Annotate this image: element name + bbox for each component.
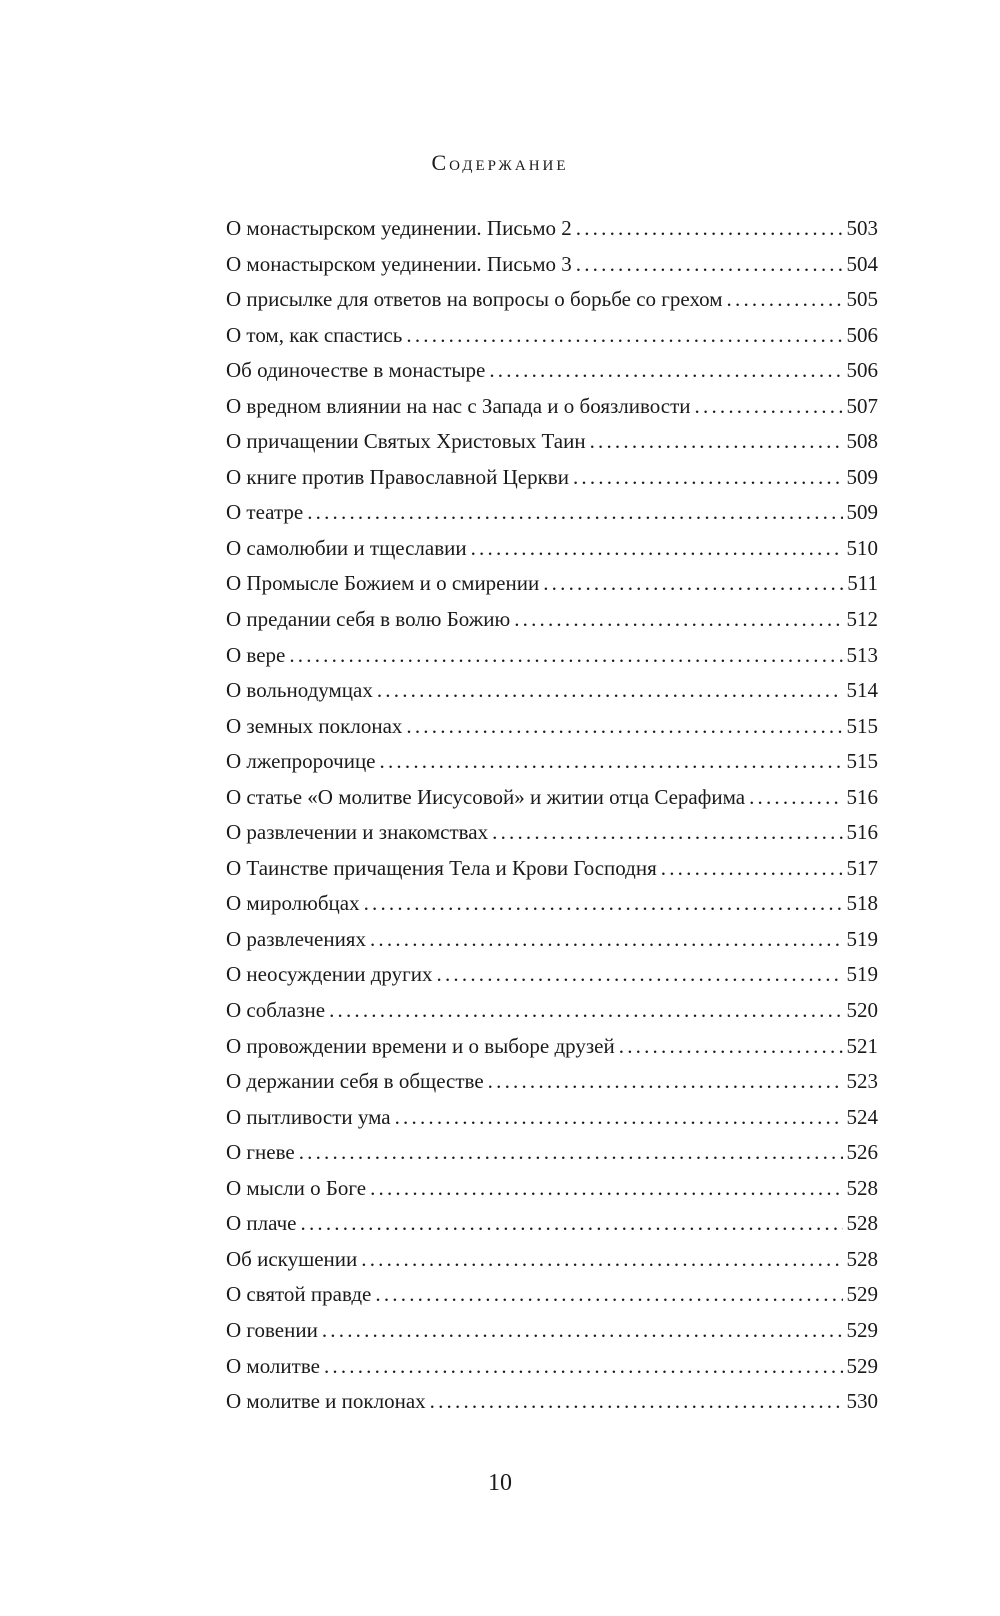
toc-entry-page: 509: [846, 500, 878, 525]
toc-entry-page: 523: [846, 1069, 878, 1094]
dot-leader: [377, 678, 843, 703]
toc-entry-title: О молитве и поклонах: [226, 1389, 426, 1414]
toc-entry: [226, 820, 878, 856]
toc-entry-page: 528: [846, 1246, 878, 1271]
toc-entry-title: О книге против Православной Церкви: [226, 464, 569, 489]
dot-leader: [576, 252, 843, 277]
dot-leader: [299, 1140, 843, 1165]
toc-entry-title: О держании себя в обществе: [226, 1069, 484, 1094]
toc-entry-title: О мысли о Боге: [226, 1175, 367, 1200]
toc-entry-page: 509: [846, 464, 878, 489]
toc-entry: [226, 1282, 878, 1318]
toc-entry: [226, 394, 878, 430]
toc-entry-page: 518: [846, 891, 878, 916]
dot-leader: [329, 998, 842, 1023]
toc-entry: [226, 1247, 878, 1283]
dot-leader: [471, 536, 843, 561]
toc-entry: [226, 1318, 878, 1354]
toc-entry-page: 530: [846, 1389, 878, 1414]
toc-entry-title: О развлечении и знакомствах: [226, 820, 489, 845]
toc-entry: [226, 998, 878, 1034]
toc-entry-page: 513: [846, 642, 878, 667]
toc-entry-page: 503: [846, 216, 878, 240]
dot-leader: [489, 358, 842, 383]
toc-entry-page: 505: [846, 287, 878, 312]
dot-leader: [430, 1389, 843, 1414]
toc-entry-page: 528: [846, 1175, 878, 1200]
toc-entry: [226, 962, 878, 998]
toc-entry: [226, 536, 878, 572]
toc-entry: [226, 358, 878, 394]
toc-entry-page: 524: [846, 1104, 878, 1129]
dot-leader: [727, 287, 843, 312]
toc-entry-page: 520: [846, 998, 878, 1023]
toc-entry-page: 507: [846, 393, 878, 418]
toc-entry-title: О развлечениях: [226, 926, 366, 951]
toc-entry: [226, 571, 878, 607]
dot-leader: [380, 749, 843, 774]
toc-entry-title: О монастырском уединении. Письмо 3: [226, 251, 572, 276]
dot-leader: [375, 1282, 842, 1307]
dot-leader: [695, 394, 843, 419]
toc-entry-title: О плаче: [226, 1211, 297, 1236]
toc-entry-title: О присылке для ответов на вопросы о борьбе со грехом: [226, 287, 723, 312]
dot-leader: [492, 820, 842, 845]
toc-entry-page: 529: [846, 1282, 878, 1307]
toc-entry-page: 526: [846, 1140, 878, 1165]
toc-entry-title: О земных поклонах: [226, 713, 403, 738]
toc-entry: [226, 714, 878, 750]
toc-entry-title: О том, как спастись: [226, 322, 403, 347]
toc-entry-page: 506: [846, 358, 878, 383]
toc-entry-title: О неосуждении других: [226, 962, 433, 987]
toc-entry-page: 516: [846, 784, 878, 809]
dot-leader: [619, 1034, 843, 1059]
dot-leader: [514, 607, 842, 632]
toc-entry-title: Об искушении: [226, 1246, 358, 1271]
dot-leader: [322, 1318, 843, 1343]
toc-entry-title: О провождении времени и о выборе друзей: [226, 1033, 615, 1058]
table-of-contents: [226, 216, 878, 1425]
dot-leader: [749, 785, 842, 810]
toc-entry-page: 519: [846, 926, 878, 951]
toc-entry-title: О соблазне: [226, 998, 326, 1023]
dot-leader: [307, 500, 842, 525]
toc-entry-page: 521: [846, 1033, 878, 1058]
toc-entry: [226, 1389, 878, 1425]
toc-entry-page: 510: [846, 535, 878, 560]
toc-entry: [226, 500, 878, 536]
toc-entry-title: О святой правде: [226, 1282, 372, 1307]
dot-leader: [324, 1354, 843, 1379]
toc-entry-title: О вере: [226, 642, 286, 667]
toc-entry-title: О самолюбии и тщеславии: [226, 535, 467, 560]
toc-entry: [226, 1069, 878, 1105]
toc-entry-page: 514: [846, 678, 878, 703]
dot-leader: [370, 927, 843, 952]
toc-entry: [226, 1354, 878, 1390]
dot-leader: [543, 571, 843, 596]
dot-leader: [573, 465, 843, 490]
contents-heading: Содержание: [431, 150, 569, 175]
toc-entry: [226, 1105, 878, 1141]
toc-entry-page: 529: [846, 1317, 878, 1342]
toc-entry-title: О статье «О молитве Иисусовой» и житии отца Серафима: [226, 784, 746, 809]
toc-entry-title: О театре: [226, 500, 304, 525]
toc-entry: [226, 216, 878, 252]
dot-leader: [361, 1247, 842, 1272]
toc-entry-page: 515: [846, 713, 878, 738]
toc-entry-page: 516: [846, 820, 878, 845]
toc-entry: [226, 891, 878, 927]
toc-entry: [226, 678, 878, 714]
toc-entry: [226, 607, 878, 643]
toc-entry-title: О говении: [226, 1317, 318, 1342]
toc-entry: [226, 429, 878, 465]
toc-entry: [226, 927, 878, 963]
toc-entry: [226, 749, 878, 785]
dot-leader: [289, 643, 842, 668]
toc-entry-page: 504: [846, 251, 878, 276]
toc-entry-page: 508: [846, 429, 878, 454]
toc-entry-title: О Промысле Божием и о смирении: [226, 571, 540, 596]
toc-entry: [226, 1034, 878, 1070]
toc-entry: [226, 1176, 878, 1212]
toc-entry-page: 506: [846, 322, 878, 347]
dot-leader: [590, 429, 843, 454]
page-number: 10: [488, 1470, 512, 1496]
toc-entry-title: О молитве: [226, 1353, 320, 1378]
dot-leader: [437, 962, 843, 987]
toc-entry-title: О Таинстве причащения Тела и Крови Господня: [226, 855, 657, 880]
toc-entry-title: О миролюбцах: [226, 891, 360, 916]
dot-leader: [364, 891, 843, 916]
toc-entry-title: О лжепророчице: [226, 749, 376, 774]
toc-entry-title: О вредном влиянии на нас с Запада и о боязливости: [226, 393, 691, 418]
toc-entry-page: 528: [846, 1211, 878, 1236]
toc-entry-title: О монастырском уединении. Письмо 2: [226, 216, 572, 240]
toc-entry-title: Об одиночестве в монастыре: [226, 358, 486, 383]
toc-entry: [226, 252, 878, 288]
toc-entry-title: О пытливости ума: [226, 1104, 391, 1129]
toc-entry-page: 529: [846, 1353, 878, 1378]
toc-entry-title: О причащении Святых Христовых Таин: [226, 429, 586, 454]
toc-entry: [226, 785, 878, 821]
toc-entry: [226, 465, 878, 501]
toc-entry-page: 517: [846, 855, 878, 880]
toc-entry-page: 515: [846, 749, 878, 774]
toc-entry: [226, 643, 878, 679]
toc-entry: [226, 1140, 878, 1176]
toc-entry: [226, 1211, 878, 1247]
dot-leader: [406, 323, 842, 348]
toc-entry-page: 511: [847, 571, 878, 596]
toc-entry-title: О предании себя в волю Божию: [226, 607, 511, 632]
dot-leader: [661, 856, 843, 881]
toc-entry-title: О гневе: [226, 1140, 295, 1165]
toc-entry: [226, 856, 878, 892]
dot-leader: [370, 1176, 842, 1201]
dot-leader: [576, 216, 843, 241]
dot-leader: [395, 1105, 843, 1130]
dot-leader: [488, 1069, 843, 1094]
toc-entry: [226, 323, 878, 359]
toc-entry-page: 512: [846, 607, 878, 632]
toc-entry: [226, 287, 878, 323]
toc-entry-page: 519: [846, 962, 878, 987]
toc-entry-title: О вольнодумцах: [226, 678, 373, 703]
dot-leader: [301, 1211, 843, 1236]
dot-leader: [406, 714, 842, 739]
